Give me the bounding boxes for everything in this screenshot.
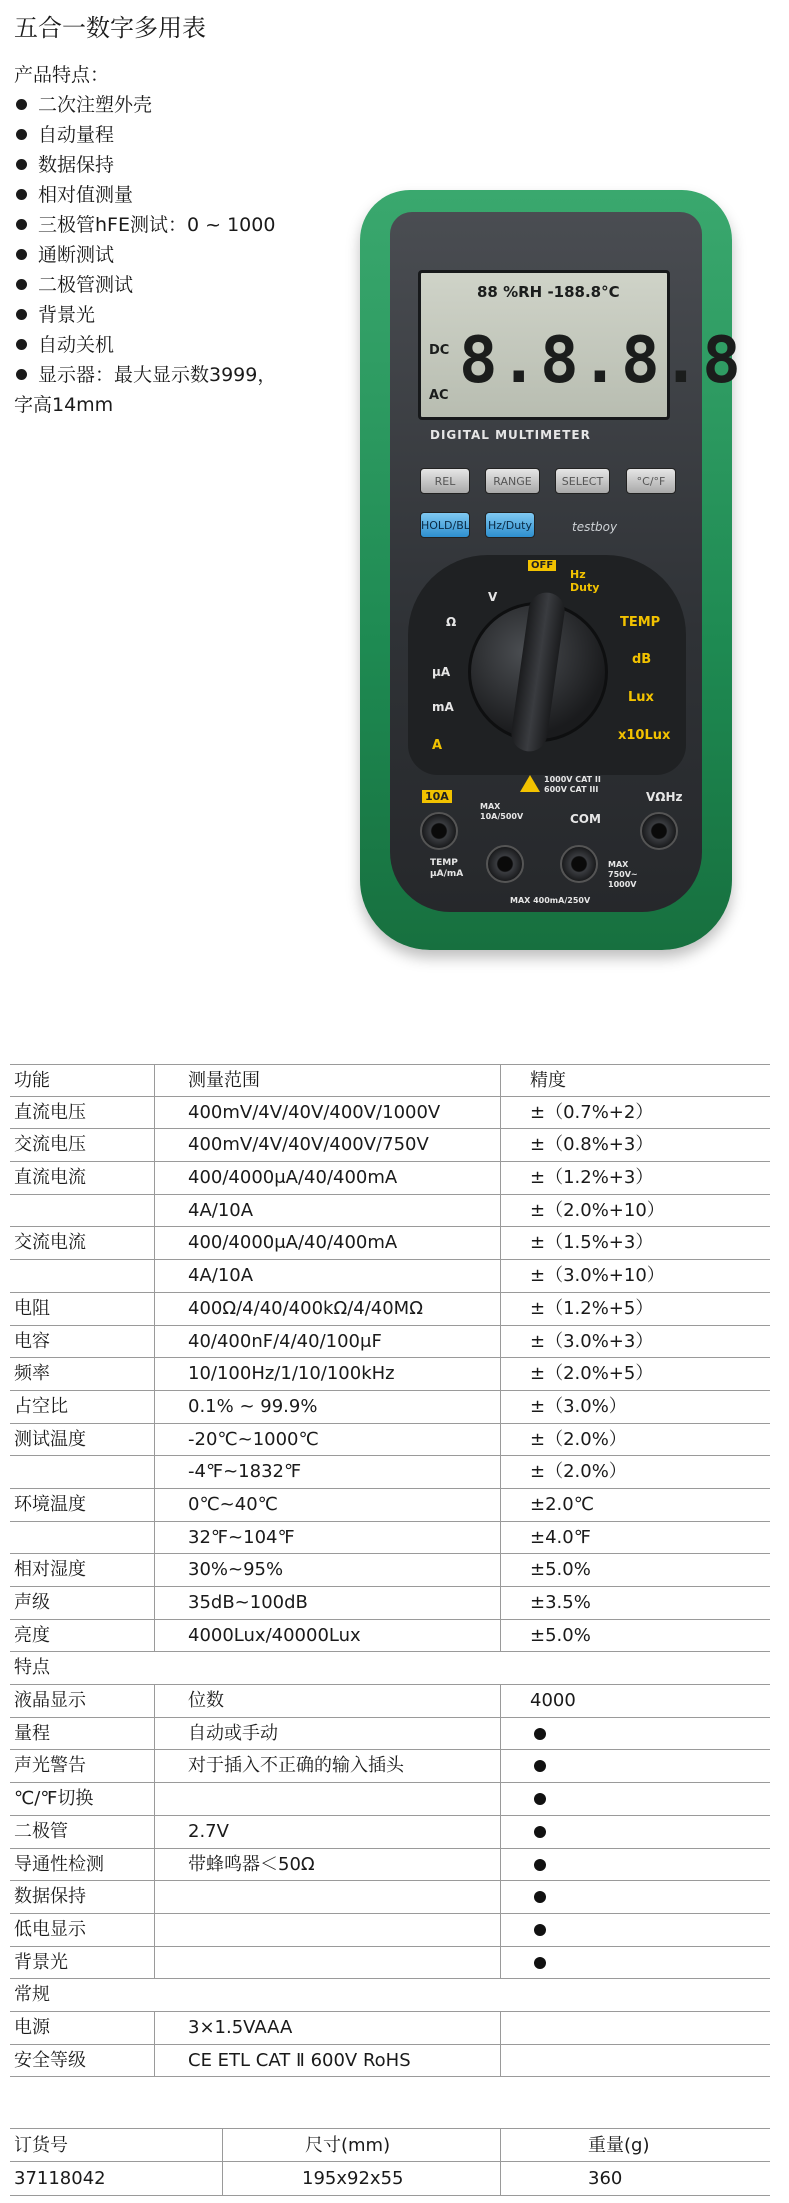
table-cell-accuracy: ±2.0℃ [530, 1493, 594, 1515]
order-weight: 360 [588, 2168, 623, 2189]
table-cell-accuracy [530, 1783, 770, 1815]
bullet-icon [16, 99, 27, 110]
table-row [10, 1293, 770, 1326]
table-cell-range: 位数 [188, 1690, 224, 1712]
table-cell-accuracy: ±（0.8%+3） [530, 1134, 654, 1156]
table-row [10, 1195, 770, 1228]
jack-temp-label: TEMP μA/mA [430, 858, 464, 879]
jack-max-v-label: MAX 750V~ 1000V [608, 860, 638, 889]
table-cell-function: 直流电压 [14, 1101, 86, 1123]
table-cell-function: 常规 [14, 1984, 50, 2006]
table-cell-accuracy: ±（2.0%） [530, 1461, 627, 1483]
table-cell-function [14, 1260, 159, 1292]
dial-x10lux-label: x10Lux [618, 728, 671, 743]
dial-off-label: OFF [528, 560, 556, 571]
feature-item-continued: 字高14mm [14, 394, 114, 416]
bullet-icon [16, 189, 27, 200]
table-cell-function: 安全等级 [14, 2049, 86, 2071]
table-cell-range: 自动或手动 [188, 1722, 278, 1744]
table-row [10, 1947, 770, 1980]
table-cell-range: 400mV/4V/40V/400V/1000V [188, 1101, 441, 1123]
table-row [10, 1554, 770, 1587]
table-cell-accuracy: ±5.0% [530, 1559, 591, 1581]
hz-duty-button[interactable]: Hz/Duty [485, 512, 535, 538]
bullet-icon [16, 249, 27, 260]
table-row [10, 1783, 770, 1816]
table-cell-function: 直流电流 [14, 1167, 86, 1189]
table-cell-function: 亮度 [14, 1624, 50, 1646]
range-button[interactable]: RANGE [485, 468, 540, 494]
table-cell-function: 电源 [14, 2016, 50, 2038]
table-cell-accuracy [530, 1849, 770, 1881]
dial-amp-label: A [432, 738, 443, 753]
table-cell-accuracy: ±（1.2%+5） [530, 1297, 654, 1319]
table-cell-function: 二极管 [14, 1820, 68, 1842]
jack-com[interactable] [560, 845, 598, 883]
table-cell-function: 液晶显示 [14, 1690, 86, 1712]
feature-item: 自动关机 [14, 330, 344, 360]
table-cell-range: CE ETL CAT Ⅱ 600V RoHS [188, 2049, 411, 2071]
table-cell-function: 交流电压 [14, 1134, 86, 1156]
check-bullet-icon [534, 1924, 546, 1936]
bullet-icon [16, 369, 27, 380]
order-header-number: 订货号 [14, 2135, 68, 2156]
table-cell-accuracy: ±（3.0%+10） [530, 1265, 665, 1287]
table-cell-accuracy: ±（2.0%+5） [530, 1363, 654, 1385]
jack-10a-label: 10A [422, 790, 452, 803]
table-cell-function: 功能 [14, 1070, 50, 1091]
check-bullet-icon [534, 1728, 546, 1740]
table-cell-accuracy: ±（1.2%+3） [530, 1167, 654, 1189]
table-cell-function: ℃/℉切换 [14, 1788, 94, 1810]
feature-item: 通断测试 [14, 240, 344, 270]
table-cell-function: 量程 [14, 1722, 50, 1744]
table-row [10, 1424, 770, 1457]
dial-db-label: dB [632, 652, 652, 667]
table-cell-function [14, 1456, 159, 1488]
feature-item: 自动量程 [14, 120, 344, 150]
table-row [10, 1097, 770, 1130]
table-cell-accuracy [530, 1947, 770, 1979]
table-row [10, 1326, 770, 1359]
order-header-weight: 重量(g) [588, 2135, 650, 2156]
order-header-row [10, 2128, 770, 2162]
check-bullet-icon [534, 1957, 546, 1969]
table-cell-accuracy: ±3.5% [530, 1592, 591, 1613]
table-cell-accuracy: ±（1.5%+3） [530, 1232, 654, 1254]
bullet-icon [16, 279, 27, 290]
table-cell-function [14, 1195, 159, 1227]
table-cell-accuracy [530, 1881, 770, 1913]
table-cell-range [188, 1914, 488, 1946]
bullet-icon [16, 339, 27, 350]
section-row-features [10, 1652, 770, 1685]
table-cell-function: 占空比 [14, 1395, 68, 1417]
table-cell-accuracy [530, 1750, 770, 1782]
panel-label: DIGITAL MULTIMETER [430, 428, 591, 442]
table-cell-range: 4000Lux/40000Lux [188, 1624, 361, 1646]
jack-10a[interactable] [420, 812, 458, 850]
page-title: 五合一数字多用表 [14, 14, 206, 42]
table-row [10, 1456, 770, 1489]
dial-lux-label: Lux [628, 690, 654, 705]
table-cell-accuracy: ±（3.0%+3） [530, 1330, 654, 1352]
table-cell-accuracy: ±4.0℉ [530, 1526, 591, 1548]
order-data-row [10, 2162, 770, 2196]
table-cell-range: 30%~95% [188, 1559, 284, 1581]
feature-item: 二极管测试 [14, 270, 344, 300]
table-cell-accuracy: ±（2.0%+10） [530, 1199, 665, 1221]
table-row [10, 1260, 770, 1293]
table-cell-range: 对于插入不正确的输入插头 [188, 1755, 404, 1777]
table-cell-function: 电阻 [14, 1297, 50, 1319]
table-cell-range: 400/4000μA/40/400mA [188, 1232, 398, 1254]
table-cell-range: 400mV/4V/40V/400V/750V [188, 1134, 429, 1156]
bullet-icon [16, 309, 27, 320]
table-cell-accuracy: 4000 [530, 1690, 576, 1712]
table-row [10, 1750, 770, 1783]
check-bullet-icon [534, 1826, 546, 1838]
table-cell-function: 环境温度 [14, 1493, 86, 1515]
table-row [10, 1718, 770, 1751]
order-size: 195x92x55 [302, 2168, 404, 2189]
table-row [10, 1227, 770, 1260]
table-row [10, 1685, 770, 1718]
table-cell-range: 400/4000μA/40/400mA [188, 1167, 398, 1189]
dial-ma-label: mA [432, 700, 454, 714]
table-cell-range: 2.7V [188, 1820, 229, 1842]
table-cell-function: 特点 [14, 1657, 50, 1679]
table-cell-range: -20℃~1000℃ [188, 1428, 319, 1450]
order-table [10, 2128, 770, 2196]
warning-icon [520, 775, 540, 792]
table-cell-range: 40/400nF/4/40/100μF [188, 1330, 382, 1352]
temp-unit-button[interactable]: °C/°F [626, 468, 676, 494]
check-bullet-icon [534, 1793, 546, 1805]
table-row [10, 1522, 770, 1555]
table-cell-function [14, 1522, 159, 1554]
table-cell-function: 电容 [14, 1330, 50, 1352]
feature-item: 数据保持 [14, 150, 344, 180]
table-row [10, 2045, 770, 2078]
table-cell-range [188, 1783, 488, 1815]
table-cell-range [188, 1947, 488, 1979]
feature-item: 显示器：最大显示数3999， [14, 360, 344, 390]
bullet-icon [16, 159, 27, 170]
table-cell-accuracy: ±5.0% [530, 1624, 591, 1646]
table-cell-function: 导通性检测 [14, 1853, 104, 1875]
brand-logo: testboy [572, 520, 618, 534]
table-cell-accuracy: 精度 [530, 1070, 566, 1091]
table-row [10, 1162, 770, 1195]
rel-button[interactable]: REL [420, 468, 470, 494]
table-cell-accuracy [530, 1914, 770, 1946]
table-cell-function: 频率 [14, 1363, 50, 1385]
table-cell-function: 数据保持 [14, 1886, 86, 1908]
table-cell-function: 背景光 [14, 1951, 68, 1973]
lcd-screen [418, 270, 743, 420]
table-cell-range: 400Ω/4/40/400kΩ/4/40MΩ [188, 1297, 423, 1319]
feature-item: 相对值测量 [14, 180, 344, 210]
feature-item: 背景光 [14, 300, 344, 330]
table-cell-range: 4A/10A [188, 1199, 254, 1221]
table-cell-range: 测量范围 [188, 1070, 260, 1091]
lcd-dc-indicator: DC [429, 343, 450, 358]
table-cell-range: 10/100Hz/1/10/100kHz [188, 1363, 395, 1385]
table-header-row [10, 1064, 770, 1097]
table-cell-function: 声光警告 [14, 1755, 86, 1777]
table-row [10, 1914, 770, 1947]
table-cell-range: 带蜂鸣器＜50Ω [188, 1853, 315, 1875]
table-row [10, 1587, 770, 1620]
table-cell-accuracy: ±（2.0%） [530, 1428, 627, 1450]
check-bullet-icon [534, 1859, 546, 1871]
check-bullet-icon [534, 1891, 546, 1903]
order-number: 37118042 [14, 2168, 106, 2189]
table-cell-accuracy [530, 1718, 770, 1750]
table-row [10, 1129, 770, 1162]
hold-backlight-button[interactable]: HOLD/BL [420, 512, 470, 538]
table-row [10, 2012, 770, 2045]
jack-vohz-label: VΩHz [646, 790, 683, 804]
table-cell-range: 4A/10A [188, 1265, 254, 1287]
multimeter-illustration [360, 190, 750, 970]
table-cell-function: 声级 [14, 1592, 50, 1613]
dial-temp-label: TEMP [620, 615, 661, 630]
dial-ohm-label: Ω [446, 615, 457, 629]
jack-vohz[interactable] [640, 812, 678, 850]
table-row [10, 1391, 770, 1424]
dial-ua-label: μA [432, 665, 451, 679]
table-row [10, 1620, 770, 1653]
table-cell-range: 35dB~100dB [188, 1592, 308, 1613]
lcd-top-readout: 88 %RH -188.8°C [477, 283, 620, 301]
table-cell-range: 0.1% ~ 99.9% [188, 1395, 318, 1417]
section-row-general [10, 1979, 770, 2012]
table-cell-accuracy: ±（3.0%） [530, 1395, 627, 1417]
table-row [10, 1881, 770, 1914]
table-cell-range: 0℃~40℃ [188, 1493, 278, 1515]
table-cell-range [188, 1881, 488, 1913]
feature-item: 二次注塑外壳 [14, 90, 344, 120]
jack-max-400ma-label: MAX 400mA/250V [510, 896, 591, 905]
dial-voltage-label: V [488, 590, 498, 604]
lcd-ac-indicator: AC [429, 388, 449, 403]
jack-com-label: COM [570, 812, 601, 826]
table-cell-accuracy [530, 2045, 770, 2077]
feature-item: 三极管hFE测试：0 ~ 1000 [14, 210, 344, 240]
table-cell-accuracy: ±（0.7%+2） [530, 1101, 654, 1123]
table-cell-function: 测试温度 [14, 1428, 86, 1450]
jack-max-10a-label: MAX 10A/500V [480, 802, 524, 821]
lcd-main-digits: 8.8.8.8 [459, 324, 743, 398]
table-cell-function: 相对湿度 [14, 1559, 86, 1581]
table-cell-accuracy [530, 1816, 770, 1848]
dial-hz-duty-label: Hz Duty [570, 568, 600, 594]
table-row [10, 1816, 770, 1849]
jack-ua-ma[interactable] [486, 845, 524, 883]
table-cell-range: 3×1.5VAAA [188, 2016, 293, 2038]
order-header-size: 尺寸(mm) [305, 2135, 391, 2156]
features-list [14, 60, 344, 420]
features-heading: 产品特点： [14, 64, 110, 86]
spec-table [10, 1064, 770, 2077]
check-bullet-icon [534, 1760, 546, 1772]
bullet-icon [16, 129, 27, 140]
table-cell-range: -4℉~1832℉ [188, 1461, 302, 1483]
table-cell-accuracy [530, 2012, 770, 2044]
bullet-icon [16, 219, 27, 230]
select-button[interactable]: SELECT [555, 468, 610, 494]
table-row [10, 1489, 770, 1522]
table-cell-range: 32℉~104℉ [188, 1526, 295, 1548]
table-cell-function: 交流电流 [14, 1232, 86, 1254]
table-row [10, 1849, 770, 1882]
cat-rating-label: 1000V CAT II 600V CAT III [544, 775, 601, 794]
table-cell-function: 低电显示 [14, 1918, 86, 1940]
table-row [10, 1358, 770, 1391]
